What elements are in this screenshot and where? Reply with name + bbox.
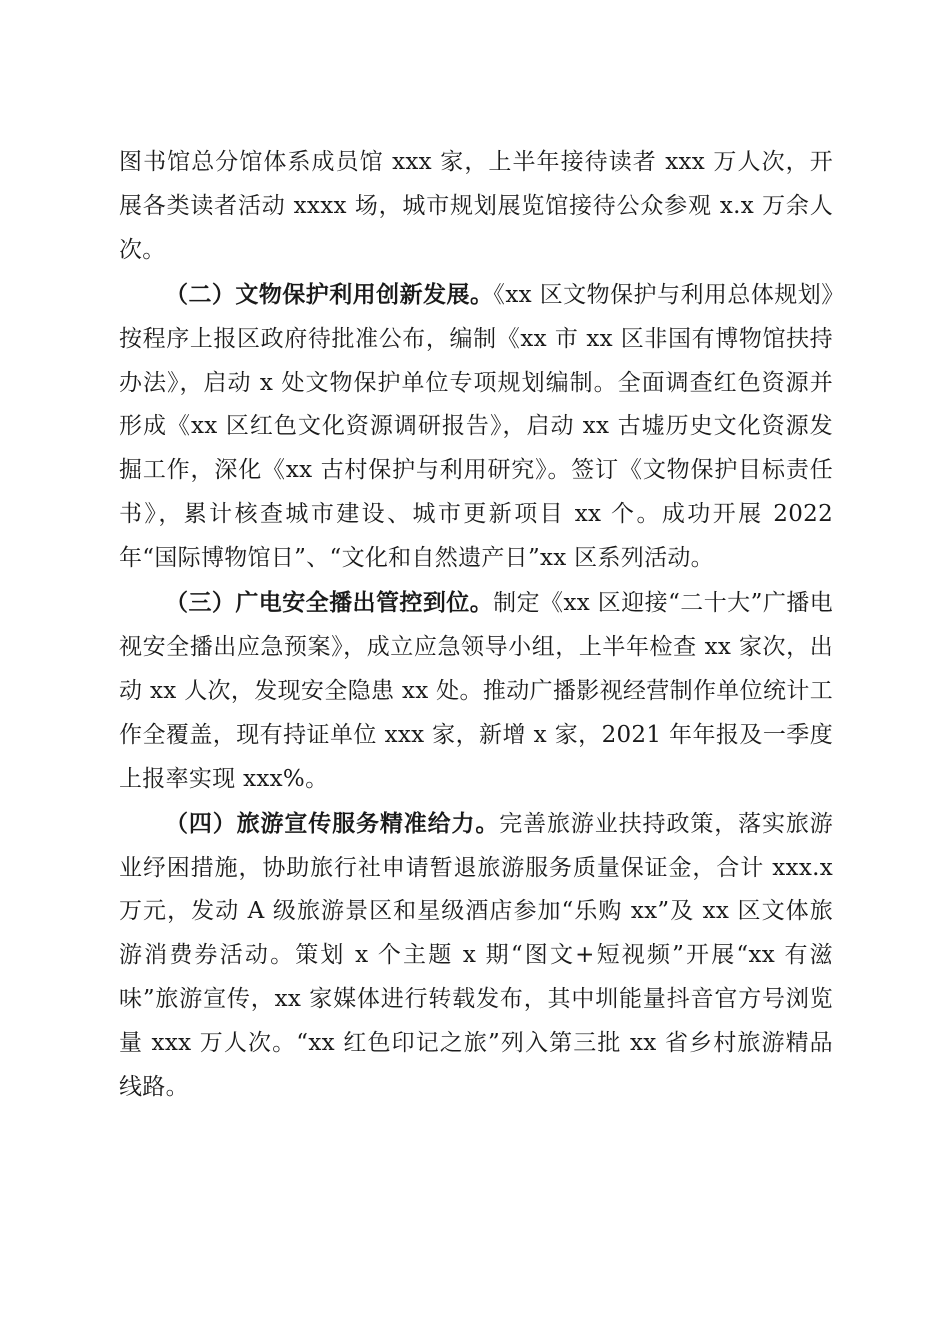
paragraph-cultural-relics <box>119 273 833 581</box>
paragraph-broadcast-safety <box>119 581 833 802</box>
paragraph-library-stats <box>119 141 833 273</box>
paragraph-text: 《xx 区文物保护与利用总体规划》按程序上报区政府待批准公布，编制《xx 市 xx 区非国有博物馆扶持办法》，启动 x 处文物保护单位专项规划编制。全面调查红色资源并形成《xx 区红色文化资源调研报告》，启动 xx 古墟历史文化资源发掘工作，深化《xx 古村保护与利用研究》。签订《文物保护目标责任书》，累计核查城市建设、城市更新项目 xx 个。成功开展 2022 年“国际博物馆日”、“文化和自然遗产日”xx 区系列活动。 <box>119 281 833 572</box>
paragraph-tourism-promotion <box>119 802 833 1110</box>
document-body <box>119 141 833 1110</box>
paragraph-text: 制定《xx 区迎接“二十大”广播电视安全播出应急预案》，成立应急领导小组，上半年检查 xx 家次，出动 xx 人次，发现安全隐患 xx 处。推动广播影视经营制作单位统计工作全覆盖，现有持证单位 xxx 家，新增 x 家，2021 年年报及一季度上报率实现 xxx%。 <box>119 590 834 792</box>
section-heading: （二）文物保护利用创新发展。 <box>165 280 494 308</box>
section-heading: （四）旅游宣传服务精准给力。 <box>165 809 500 837</box>
section-heading: （三）广电安全播出管控到位。 <box>165 589 494 617</box>
paragraph-text: 图书馆总分馆体系成员馆 xxx 家，上半年接待读者 xxx 万人次，开展各类读者活动 xxxx 场，城市规划展览馆接待公众参观 x.x 万余人次。 <box>119 149 833 263</box>
paragraph-text: 完善旅游业扶持政策，落实旅游业纾困措施，协助旅行社申请暂退旅游服务质量保证金，合计 xxx.x 万元，发动 A 级旅游景区和星级酒店参加“乐购 xx”及 xx 区文体旅游消费券活动。策划 x 个主题 x 期“图文+短视频”开展“xx 有滋味”旅游宣传，xx 家媒体进行转载发布，其中圳能量抖音官方号浏览量 xxx 万人次。“xx 红色印记之旅”列入第三批 xx 省乡村旅游精品线路。 <box>119 810 834 1101</box>
